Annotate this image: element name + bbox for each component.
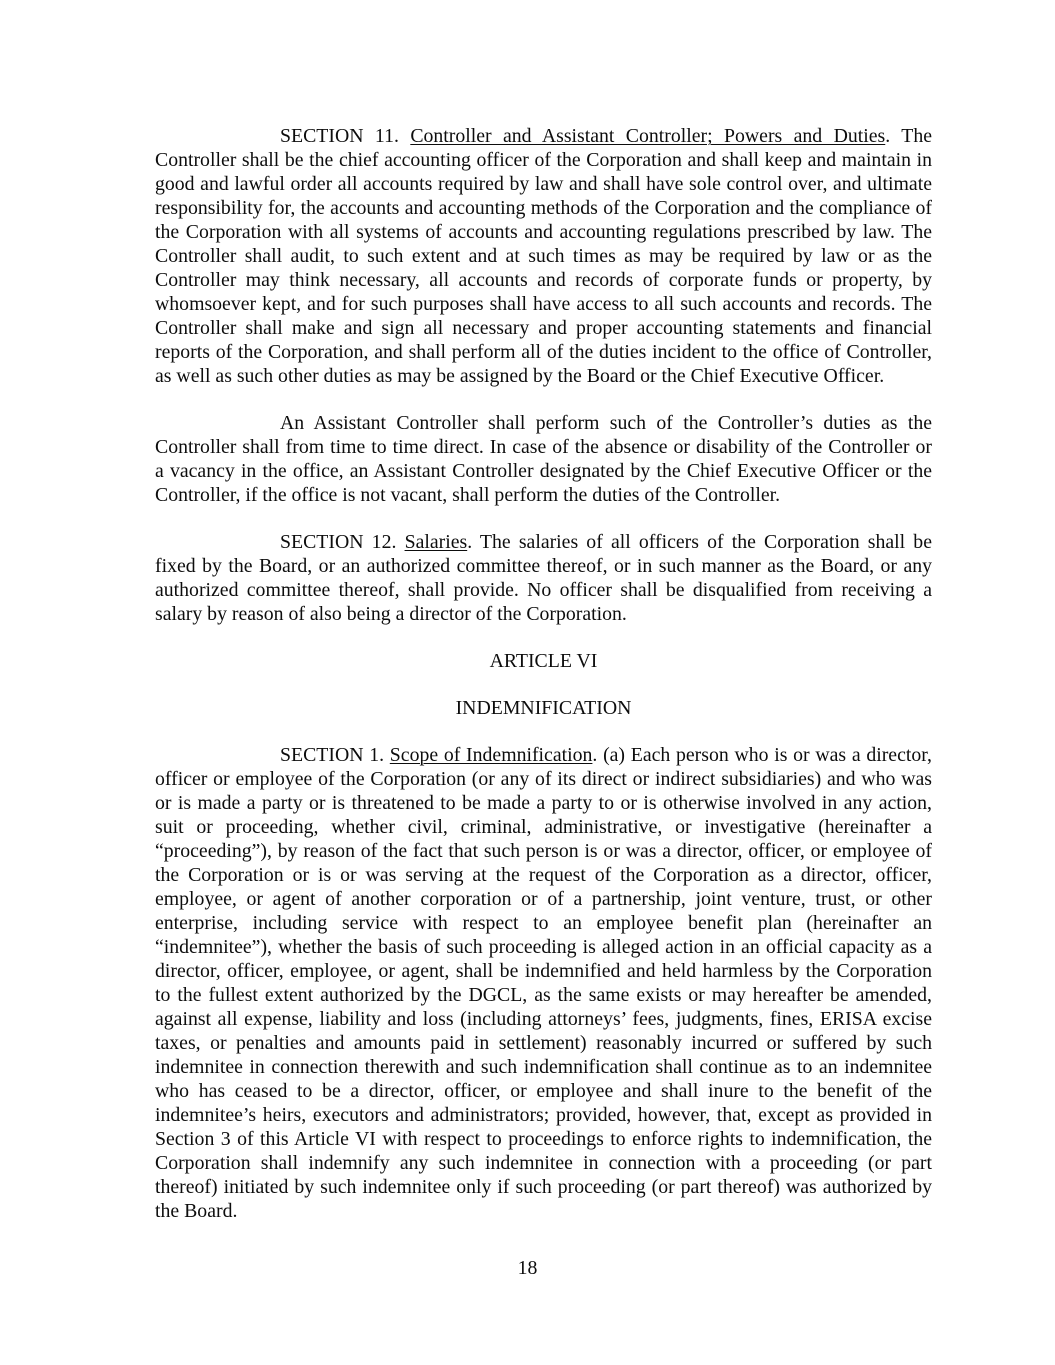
paragraph-first-line: An Assistant Controller shall perform such of the Controller’s duties as the	[280, 412, 932, 434]
paragraph-line: or is made a party or is threatened to be made a party to or is otherwise involved in any action,	[155, 792, 932, 814]
section-title: Scope of Indemnification	[389, 744, 593, 766]
paragraph-line: indemnitee’s heirs, executors and administrators; provided, however, that, except as provided in	[155, 1104, 932, 1126]
first-line-text: . The salaries of all officers of the Corporation shall be	[467, 531, 932, 553]
paragraph-line: Section 3 of this Article VI with respect to proceedings to enforce rights to indemnification, the	[155, 1128, 932, 1150]
paragraph-line: Controller, if the office is not vacant, shall perform the duties of the Controller.	[155, 484, 781, 506]
paragraph-line: a vacancy in the office, an Assistant Controller designated by the Chief Executive Officer or the	[155, 460, 932, 482]
paragraph-line: employee, or agent of another corporation or of a partnership, joint venture, trust, or other	[155, 888, 932, 910]
paragraph-line: authorized committee thereof, shall provide. No officer shall be disqualified from receiving a	[155, 579, 932, 601]
paragraph-line: Controller may think necessary, all accounts and records of corporate funds or property, by	[155, 269, 932, 291]
paragraph-line: who has ceased to be a director, officer, or employee and shall inure to the benefit of the	[155, 1080, 932, 1102]
paragraph-first-line	[155, 124, 932, 148]
section-11-paragraph	[155, 124, 932, 388]
paragraph-line: director, officer, employee, or agent, shall be indemnified and held harmless by the Corporation	[155, 960, 932, 982]
paragraph-line: the Corporation or is or was serving at the request of the Corporation as a director, officer,	[155, 864, 932, 886]
paragraph-line: suit or proceeding, whether civil, criminal, administrative, or investigative (hereinafter a	[155, 816, 932, 838]
paragraph-line: to the fullest extent authorized by the DGCL, as the same exists or may hereafter be amended,	[155, 984, 932, 1006]
paragraph-first-line	[155, 530, 932, 554]
paragraph-line: Corporation shall indemnify any such indemnitee in connection with a proceeding (or part	[155, 1152, 932, 1174]
section-title: Controller and Assistant Controller; Powers and Duties	[410, 125, 886, 147]
paragraph-line: against all expense, liability and loss (including attorneys’ fees, judgments, fines, ERISA excise	[155, 1008, 932, 1030]
article-title: INDEMNIFICATION	[455, 697, 632, 719]
assistant-controller-paragraph	[155, 411, 932, 507]
first-line-text: . The	[885, 125, 932, 147]
paragraph-line: thereof) initiated by such indemnitee only if such proceeding (or part thereof) was authorized by	[155, 1176, 932, 1198]
paragraph-line: good and lawful order all accounts required by law and shall have sole control over, and ultimate	[155, 173, 932, 195]
paragraph-line: Controller shall from time to time direct. In case of the absence or disability of the Controller or	[155, 436, 932, 458]
paragraph-line: fixed by the Board, or an authorized committee thereof, or in such manner as the Board, or any	[155, 555, 932, 577]
page-number: 18	[517, 1257, 538, 1279]
paragraph-line: “proceeding”), by reason of the fact that such person is or was a director, officer, or employee of	[155, 840, 932, 862]
paragraph-line: salary by reason of also being a director of the Corporation.	[155, 603, 627, 625]
page-body	[155, 124, 932, 1246]
paragraph-line: Controller shall audit, to such extent and at such times as may be required by law or as the	[155, 245, 932, 267]
paragraph-line: responsibility for, the accounts and accounting methods of the Corporation and the compliance of	[155, 197, 932, 219]
paragraph-line: whomsoever kept, and for such purposes shall have access to all such accounts and records. The	[155, 293, 932, 315]
article-number: ARTICLE VI	[489, 650, 598, 672]
section-12-paragraph	[155, 530, 932, 626]
paragraph-line: enterprise, including service with respect to an employee benefit plan (hereinafter an	[155, 912, 932, 934]
section-title: Salaries	[404, 531, 468, 553]
paragraph-line: officer or employee of the Corporation (or any of its direct or indirect subsidiaries) and who was	[155, 768, 932, 790]
section-label: SECTION 11.	[280, 125, 399, 147]
paragraph-line: as well as such other duties as may be assigned by the Board or the Chief Executive Officer.	[155, 365, 885, 387]
section-label: SECTION 12.	[280, 531, 397, 553]
paragraph-line: Controller shall make and sign all necessary and proper accounting statements and financial	[155, 317, 932, 339]
paragraph-line: the Board.	[155, 1200, 238, 1222]
paragraph-first-line	[155, 743, 932, 767]
paragraph-line: taxes, or penalties and amounts paid in settlement) reasonably incurred or suffered by such	[155, 1032, 932, 1054]
paragraph-line: reports of the Corporation, and shall perform all of the duties incident to the office of Controller,	[155, 341, 932, 363]
paragraph-line: Controller shall be the chief accounting officer of the Corporation and shall keep and maintain in	[155, 149, 932, 171]
paragraph-line: “indemnitee”), whether the basis of such proceeding is alleged action in an official capacity as a	[155, 936, 932, 958]
article-section-1-paragraph	[155, 743, 932, 1223]
paragraph-line: indemnitee in connection therewith and such indemnification shall continue as to an indemnitee	[155, 1056, 932, 1078]
section-label: SECTION 1.	[280, 744, 385, 766]
first-line-text: . (a) Each person who is or was a director,	[592, 744, 932, 766]
paragraph-line: the Corporation with all systems of accounts and accounting regulations prescribed by law. The	[155, 221, 932, 243]
